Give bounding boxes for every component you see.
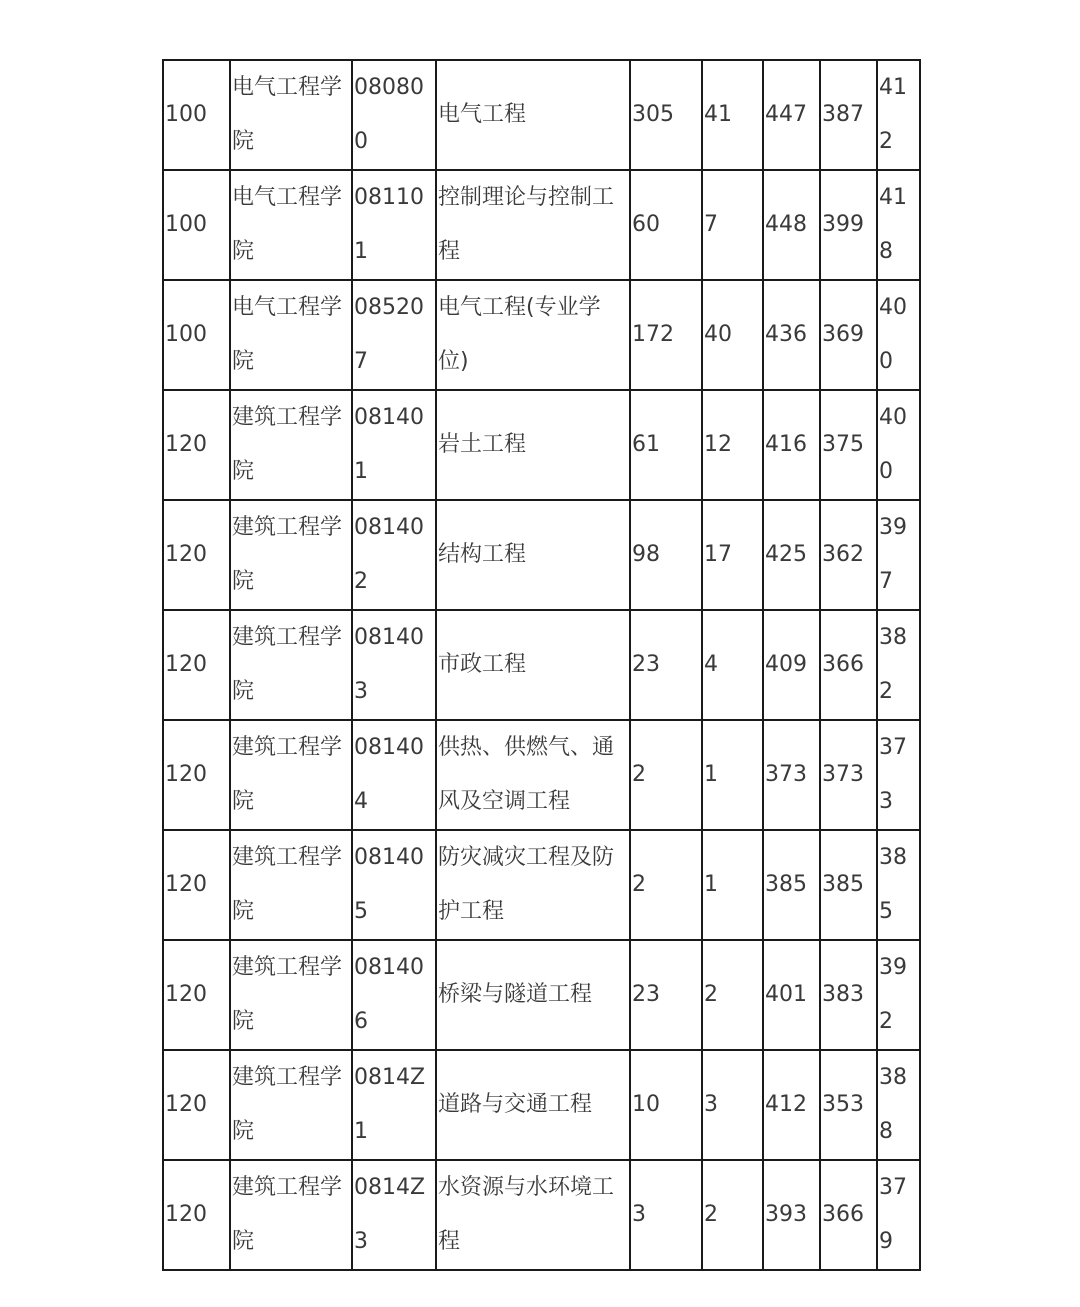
major-code-cell: 0814Z1	[352, 1050, 436, 1160]
applicants-cell: 305	[630, 60, 702, 170]
avg-score-cell: 373	[877, 720, 920, 830]
applicants-cell: 61	[630, 390, 702, 500]
applicants-cell: 98	[630, 500, 702, 610]
college-name-cell: 建筑工程学院	[230, 1160, 352, 1270]
college-name-cell: 建筑工程学院	[230, 940, 352, 1050]
min-score-cell: 353	[820, 1050, 877, 1160]
avg-score-cell: 388	[877, 1050, 920, 1160]
college-code-cell: 100	[163, 60, 230, 170]
max-score-cell: 447	[763, 60, 820, 170]
major-code-cell: 081402	[352, 500, 436, 610]
college-name-cell: 电气工程学院	[230, 60, 352, 170]
college-name-cell: 建筑工程学院	[230, 500, 352, 610]
major-code-cell: 085207	[352, 280, 436, 390]
major-code-cell: 081101	[352, 170, 436, 280]
table-row	[163, 60, 920, 170]
admitted-cell: 2	[702, 1160, 763, 1270]
college-code-cell: 100	[163, 280, 230, 390]
major-name-cell: 结构工程	[436, 500, 630, 610]
min-score-cell: 387	[820, 60, 877, 170]
major-name-cell: 电气工程	[436, 60, 630, 170]
admitted-cell: 3	[702, 1050, 763, 1160]
admitted-cell: 2	[702, 940, 763, 1050]
max-score-cell: 448	[763, 170, 820, 280]
table-row	[163, 390, 920, 500]
avg-score-cell: 382	[877, 610, 920, 720]
avg-score-cell: 400	[877, 280, 920, 390]
major-name-cell: 桥梁与隧道工程	[436, 940, 630, 1050]
min-score-cell: 366	[820, 1160, 877, 1270]
college-code-cell: 120	[163, 500, 230, 610]
admitted-cell: 12	[702, 390, 763, 500]
avg-score-cell: 392	[877, 940, 920, 1050]
max-score-cell: 436	[763, 280, 820, 390]
applicants-cell: 2	[630, 720, 702, 830]
max-score-cell: 373	[763, 720, 820, 830]
major-code-cell: 081406	[352, 940, 436, 1050]
major-name-cell: 电气工程(专业学位)	[436, 280, 630, 390]
max-score-cell: 416	[763, 390, 820, 500]
college-code-cell: 120	[163, 390, 230, 500]
table-row	[163, 720, 920, 830]
college-code-cell: 120	[163, 940, 230, 1050]
admitted-cell: 40	[702, 280, 763, 390]
admitted-cell: 7	[702, 170, 763, 280]
college-name-cell: 建筑工程学院	[230, 610, 352, 720]
major-name-cell: 水资源与水环境工程	[436, 1160, 630, 1270]
college-name-cell: 电气工程学院	[230, 280, 352, 390]
college-name-cell: 建筑工程学院	[230, 830, 352, 940]
applicants-cell: 23	[630, 940, 702, 1050]
max-score-cell: 409	[763, 610, 820, 720]
score-table	[162, 59, 921, 1271]
admitted-cell: 1	[702, 830, 763, 940]
min-score-cell: 373	[820, 720, 877, 830]
avg-score-cell: 385	[877, 830, 920, 940]
college-code-cell: 120	[163, 1050, 230, 1160]
applicants-cell: 10	[630, 1050, 702, 1160]
major-code-cell: 0814Z3	[352, 1160, 436, 1270]
applicants-cell: 23	[630, 610, 702, 720]
avg-score-cell: 418	[877, 170, 920, 280]
admitted-cell: 1	[702, 720, 763, 830]
college-code-cell: 120	[163, 1160, 230, 1270]
min-score-cell: 375	[820, 390, 877, 500]
table-row	[163, 1160, 920, 1270]
table-body	[163, 60, 920, 1270]
college-name-cell: 建筑工程学院	[230, 390, 352, 500]
table-row	[163, 170, 920, 280]
college-name-cell: 建筑工程学院	[230, 1050, 352, 1160]
major-code-cell: 080800	[352, 60, 436, 170]
college-code-cell: 120	[163, 830, 230, 940]
major-name-cell: 市政工程	[436, 610, 630, 720]
table-row	[163, 610, 920, 720]
admitted-cell: 17	[702, 500, 763, 610]
min-score-cell: 383	[820, 940, 877, 1050]
min-score-cell: 399	[820, 170, 877, 280]
major-name-cell: 控制理论与控制工程	[436, 170, 630, 280]
table-row	[163, 1050, 920, 1160]
applicants-cell: 172	[630, 280, 702, 390]
major-code-cell: 081404	[352, 720, 436, 830]
avg-score-cell: 379	[877, 1160, 920, 1270]
applicants-cell: 60	[630, 170, 702, 280]
major-code-cell: 081403	[352, 610, 436, 720]
major-name-cell: 岩土工程	[436, 390, 630, 500]
min-score-cell: 362	[820, 500, 877, 610]
college-name-cell: 电气工程学院	[230, 170, 352, 280]
table-row	[163, 940, 920, 1050]
avg-score-cell: 412	[877, 60, 920, 170]
max-score-cell: 412	[763, 1050, 820, 1160]
admitted-cell: 41	[702, 60, 763, 170]
major-name-cell: 防灾减灾工程及防护工程	[436, 830, 630, 940]
table-row	[163, 830, 920, 940]
max-score-cell: 425	[763, 500, 820, 610]
max-score-cell: 385	[763, 830, 820, 940]
major-code-cell: 081405	[352, 830, 436, 940]
max-score-cell: 393	[763, 1160, 820, 1270]
college-code-cell: 120	[163, 720, 230, 830]
min-score-cell: 369	[820, 280, 877, 390]
table-row	[163, 500, 920, 610]
avg-score-cell: 400	[877, 390, 920, 500]
major-name-cell: 道路与交通工程	[436, 1050, 630, 1160]
applicants-cell: 3	[630, 1160, 702, 1270]
college-code-cell: 120	[163, 610, 230, 720]
min-score-cell: 385	[820, 830, 877, 940]
table-row	[163, 280, 920, 390]
max-score-cell: 401	[763, 940, 820, 1050]
college-code-cell: 100	[163, 170, 230, 280]
admitted-cell: 4	[702, 610, 763, 720]
min-score-cell: 366	[820, 610, 877, 720]
applicants-cell: 2	[630, 830, 702, 940]
college-name-cell: 建筑工程学院	[230, 720, 352, 830]
major-code-cell: 081401	[352, 390, 436, 500]
major-name-cell: 供热、供燃气、通风及空调工程	[436, 720, 630, 830]
avg-score-cell: 397	[877, 500, 920, 610]
